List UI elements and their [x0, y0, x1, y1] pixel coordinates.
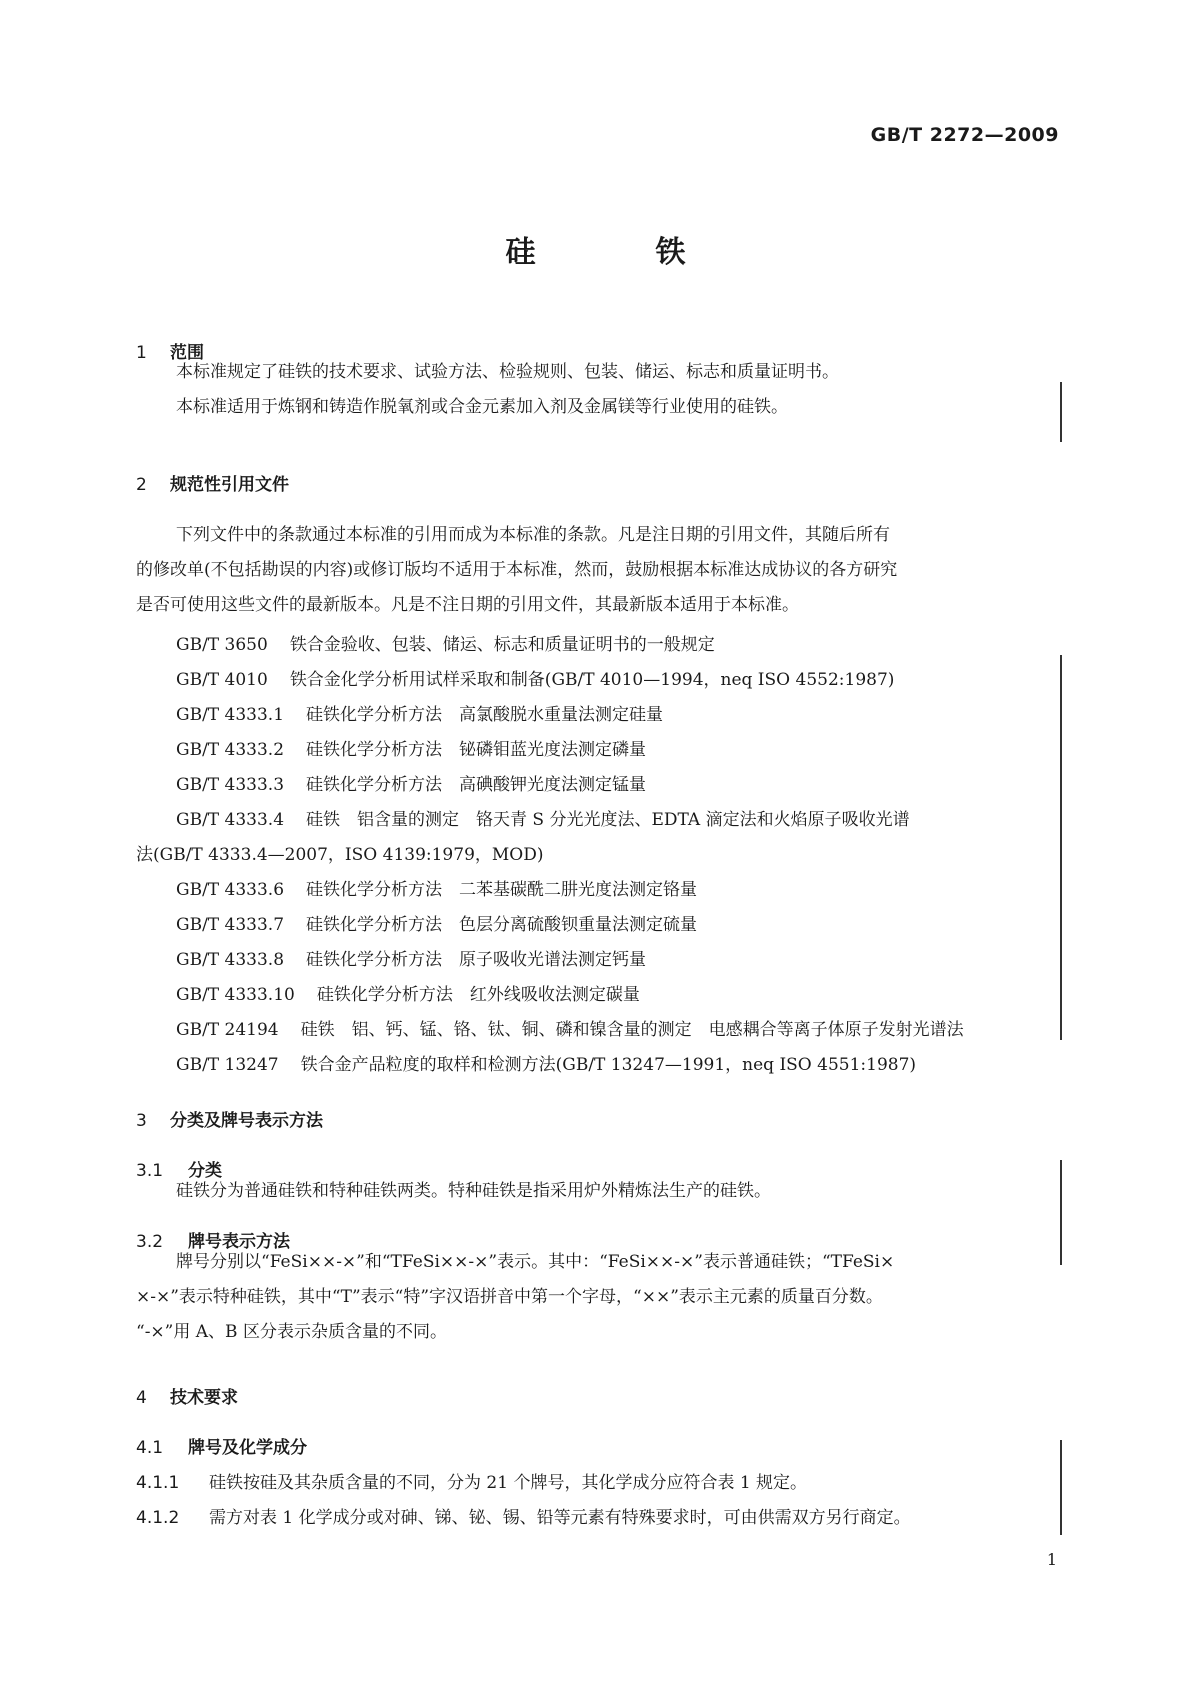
change-bar [1060, 655, 1062, 1040]
reference-title: 硅铁化学分析方法 色层分离硫酸钡重量法测定硫量 [306, 915, 698, 935]
section-number: 3.2 [136, 1232, 164, 1252]
section-title: 分类 [188, 1161, 222, 1181]
section-number: 4 [136, 1388, 147, 1408]
reference-code: GB/T 4333.4 [176, 810, 285, 830]
section-number: 2 [136, 475, 147, 495]
reference-title: 硅铁化学分析方法 二苯基碳酰二肼光度法测定铬量 [306, 880, 698, 900]
section-1-paragraph-1: 本标准规定了硅铁的技术要求、试验方法、检验规则、包装、储运、标志和质量证明书。 [176, 362, 839, 382]
section-4-heading [136, 1383, 238, 1408]
section-title: 牌号及化学成分 [188, 1438, 307, 1458]
section-number: 3.1 [136, 1161, 164, 1181]
reference-continuation: 法(GB/T 4333.4—2007，ISO 4139:1979，MOD) [136, 845, 544, 865]
reference-code: GB/T 24194 [176, 1020, 279, 1040]
standard-code: GB/T 2272—2009 [870, 124, 1059, 146]
reference-title: 铁合金化学分析用试样采取和制备(GB/T 4010—1994，neq ISO 4552:1987) [289, 670, 895, 690]
section-2-heading [136, 470, 289, 495]
reference-code: GB/T 4333.6 [176, 880, 285, 900]
section-3-1-paragraph: 硅铁分为普通硅铁和特种硅铁两类。特种硅铁是指采用炉外精炼法生产的硅铁。 [176, 1181, 771, 1201]
reference-title: 硅铁化学分析方法 铋磷钼蓝光度法测定磷量 [306, 740, 647, 760]
title-char-2: 铁 [655, 235, 686, 270]
reference-code: GB/T 13247 [176, 1055, 279, 1075]
reference-item [176, 910, 697, 935]
reference-code: GB/T 4333.7 [176, 915, 285, 935]
clause-4-1-1 [136, 1468, 807, 1493]
clause-4-1-2 [136, 1503, 911, 1528]
clause-text: 硅铁按硅及其杂质含量的不同，分为 21 个牌号，其化学成分应符合表 1 规定。 [209, 1473, 808, 1493]
reference-code: GB/T 4333.2 [176, 740, 285, 760]
reference-title: 硅铁化学分析方法 红外线吸收法测定碳量 [316, 985, 640, 1005]
section-title: 范围 [170, 343, 204, 363]
reference-item [176, 665, 894, 690]
section-1-paragraph-2: 本标准适用于炼钢和铸造作脱氧剂或合金元素加入剂及金属镁等行业使用的硅铁。 [176, 397, 788, 417]
reference-title: 硅铁化学分析方法 高碘酸钾光度法测定锰量 [306, 775, 647, 795]
section-3-2-line-3: “-×”用 A、B 区分表示杂质含量的不同。 [136, 1322, 447, 1342]
section-number: 4.1 [136, 1438, 164, 1458]
reference-item [176, 1015, 964, 1040]
change-bar [1060, 1440, 1062, 1535]
reference-title: 硅铁 铝、钙、锰、铬、钛、铜、磷和镍含量的测定 电感耦合等离子体原子发射光谱法 [300, 1020, 964, 1040]
reference-item [176, 630, 715, 655]
reference-item [176, 735, 646, 760]
reference-item [176, 980, 640, 1005]
clause-number: 4.1.2 [136, 1508, 180, 1528]
section-title: 分类及牌号表示方法 [170, 1111, 323, 1131]
section-title: 规范性引用文件 [170, 475, 289, 495]
section-number: 3 [136, 1111, 147, 1131]
section-title: 牌号表示方法 [188, 1232, 290, 1252]
section-2-intro-line-1: 下列文件中的条款通过本标准的引用而成为本标准的条款。凡是注日期的引用文件，其随后所有 [176, 525, 890, 545]
reference-item [176, 770, 646, 795]
section-title: 技术要求 [170, 1388, 238, 1408]
reference-code: GB/T 3650 [176, 635, 268, 655]
reference-title: 铁合金验收、包装、储运、标志和质量证明书的一般规定 [289, 635, 715, 655]
section-3-heading [136, 1106, 323, 1131]
reference-code: GB/T 4010 [176, 670, 268, 690]
section-number: 1 [136, 343, 147, 363]
change-bar [1060, 1160, 1062, 1265]
section-2-intro-line-2: 的修改单(不包括勘误的内容)或修订版均不适用于本标准，然而，鼓励根据本标准达成协议的各方研究 [136, 560, 898, 580]
reference-code: GB/T 4333.8 [176, 950, 285, 970]
section-2-intro-line-3: 是否可使用这些文件的最新版本。凡是不注日期的引用文件，其最新版本适用于本标准。 [136, 595, 799, 615]
reference-item [176, 805, 910, 830]
reference-title: 铁合金产品粒度的取样和检测方法(GB/T 13247—1991，neq ISO 4551:1987) [300, 1055, 917, 1075]
change-bar [1060, 382, 1062, 442]
reference-item [176, 1050, 916, 1075]
reference-item [176, 875, 697, 900]
section-3-2-line-1: 牌号分别以“FeSi××-×”和“TFeSi××-×”表示。其中：“FeSi××-×”表示普通硅铁；“TFeSi× [176, 1252, 895, 1272]
clause-number: 4.1.1 [136, 1473, 180, 1493]
section-4-1-heading [136, 1433, 307, 1458]
section-3-2-line-2: ×-×”表示特种硅铁，其中“T”表示“特”字汉语拼音中第一个字母，“××”表示主元素的质量百分数。 [136, 1287, 883, 1307]
reference-code: GB/T 4333.1 [176, 705, 285, 725]
reference-code: GB/T 4333.3 [176, 775, 285, 795]
reference-code: GB/T 4333.10 [176, 985, 295, 1005]
document-title [0, 227, 1191, 271]
reference-title: 硅铁 铝含量的测定 铬天青 S 分光光度法、EDTA 滴定法和火焰原子吸收光谱 [306, 810, 910, 830]
reference-title: 硅铁化学分析方法 原子吸收光谱法测定钙量 [306, 950, 647, 970]
reference-title: 硅铁化学分析方法 高氯酸脱水重量法测定硅量 [306, 705, 664, 725]
clause-text: 需方对表 1 化学成分或对砷、锑、铋、锡、铅等元素有特殊要求时，可由供需双方另行商定。 [209, 1508, 911, 1528]
page-number: 1 [1046, 1550, 1057, 1569]
reference-item [176, 945, 646, 970]
reference-item [176, 700, 663, 725]
title-char-1: 硅 [505, 235, 536, 270]
